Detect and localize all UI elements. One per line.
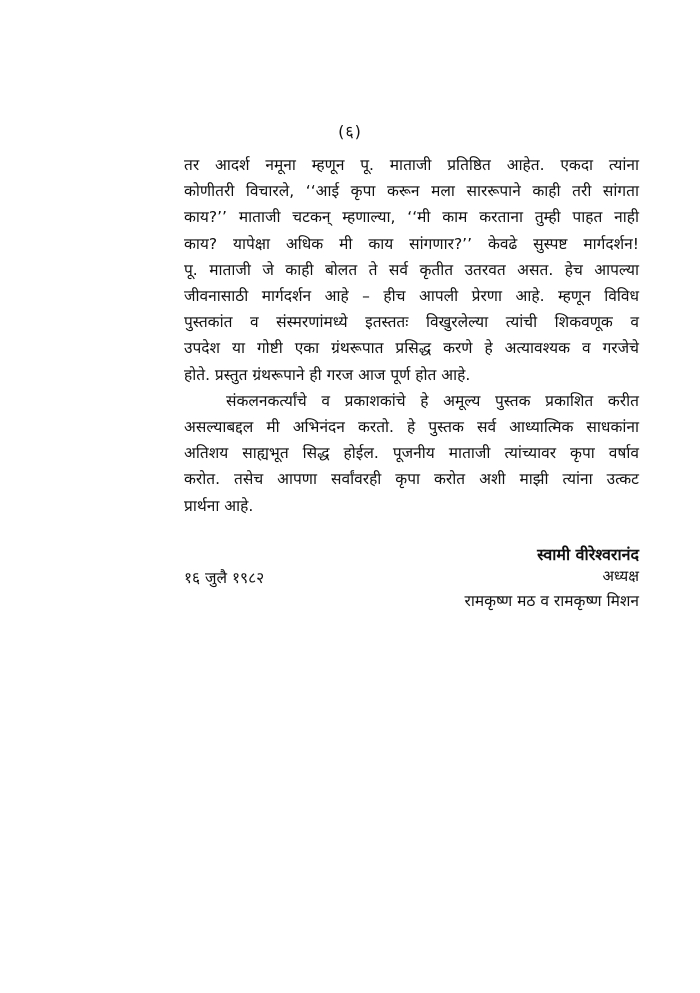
signatory-name: स्वामी वीरेश्वरानंद: [537, 545, 639, 564]
body-text: [184, 152, 639, 519]
text-line: अतिशय साह्यभूत सिद्ध होईल. पूजनीय माताजी त्यांच्यावर कृपा वर्षाव: [184, 444, 639, 463]
signatory-organization: रामकृष्ण मठ व रामकृष्ण मिशन: [464, 592, 639, 610]
paragraph-2: [184, 388, 639, 519]
signature-date: १६ जुलै १९८२: [184, 569, 265, 587]
text-line: काय?’’ माताजी चटकन् म्हणाल्या, ‘‘मी काम करताना तुम्ही पाहत नाही: [184, 208, 639, 227]
text-line: काय? यापेक्षा अधिक मी काय सांगणार?’’ केवढे सुस्पष्ट मार्गदर्शन!: [184, 234, 639, 253]
text-line: पुस्तकांत व संस्मरणांमध्ये इतस्ततः विखुरलेल्या त्यांची शिकवणूक व: [184, 313, 639, 332]
text-line: उपदेश या गोष्टी एका ग्रंथरूपात प्रसिद्ध करणे हे अत्यावश्यक व गरजेचे: [184, 339, 639, 358]
text-line: संकलनकर्त्यांचे व प्रकाशकांचे हे अमूल्य पुस्तक प्रकाशित करीत: [226, 391, 639, 410]
text-line: जीवनासाठी मार्गदर्शन आहे – हीच आपली प्रेरणा आहे. म्हणून विविध: [184, 287, 639, 306]
paragraph-1: [184, 152, 639, 388]
text-line: करोत. तसेच आपणा सर्वांवरही कृपा करोत अशी माझी त्यांना उत्कट: [184, 470, 639, 489]
page-number: (६): [338, 122, 362, 141]
text-line: तर आदर्श नमूना म्हणून पू. माताजी प्रतिष्ठित आहेत. एकदा त्यांना: [184, 156, 639, 174]
text-line: होते. प्रस्तुत ग्रंथरूपाने ही गरज आज पूर्ण होत आहे.: [184, 365, 471, 384]
text-line: पू. माताजी जे काही बोलत ते सर्व कृतीत उतरवत असत. हेच आपल्या: [184, 260, 639, 279]
text-line: प्रार्थना आहे.: [184, 496, 254, 515]
text-line: कोणीतरी विचारले, ‘‘आई कृपा करून मला साररूपाने काही तरी सांगता: [184, 182, 639, 201]
signatory-title: अध्यक्ष: [602, 567, 639, 585]
text-line: असल्याबद्दल मी अभिनंदन करतो. हे पुस्तक सर्व आध्यात्मिक साधकांना: [184, 418, 639, 437]
